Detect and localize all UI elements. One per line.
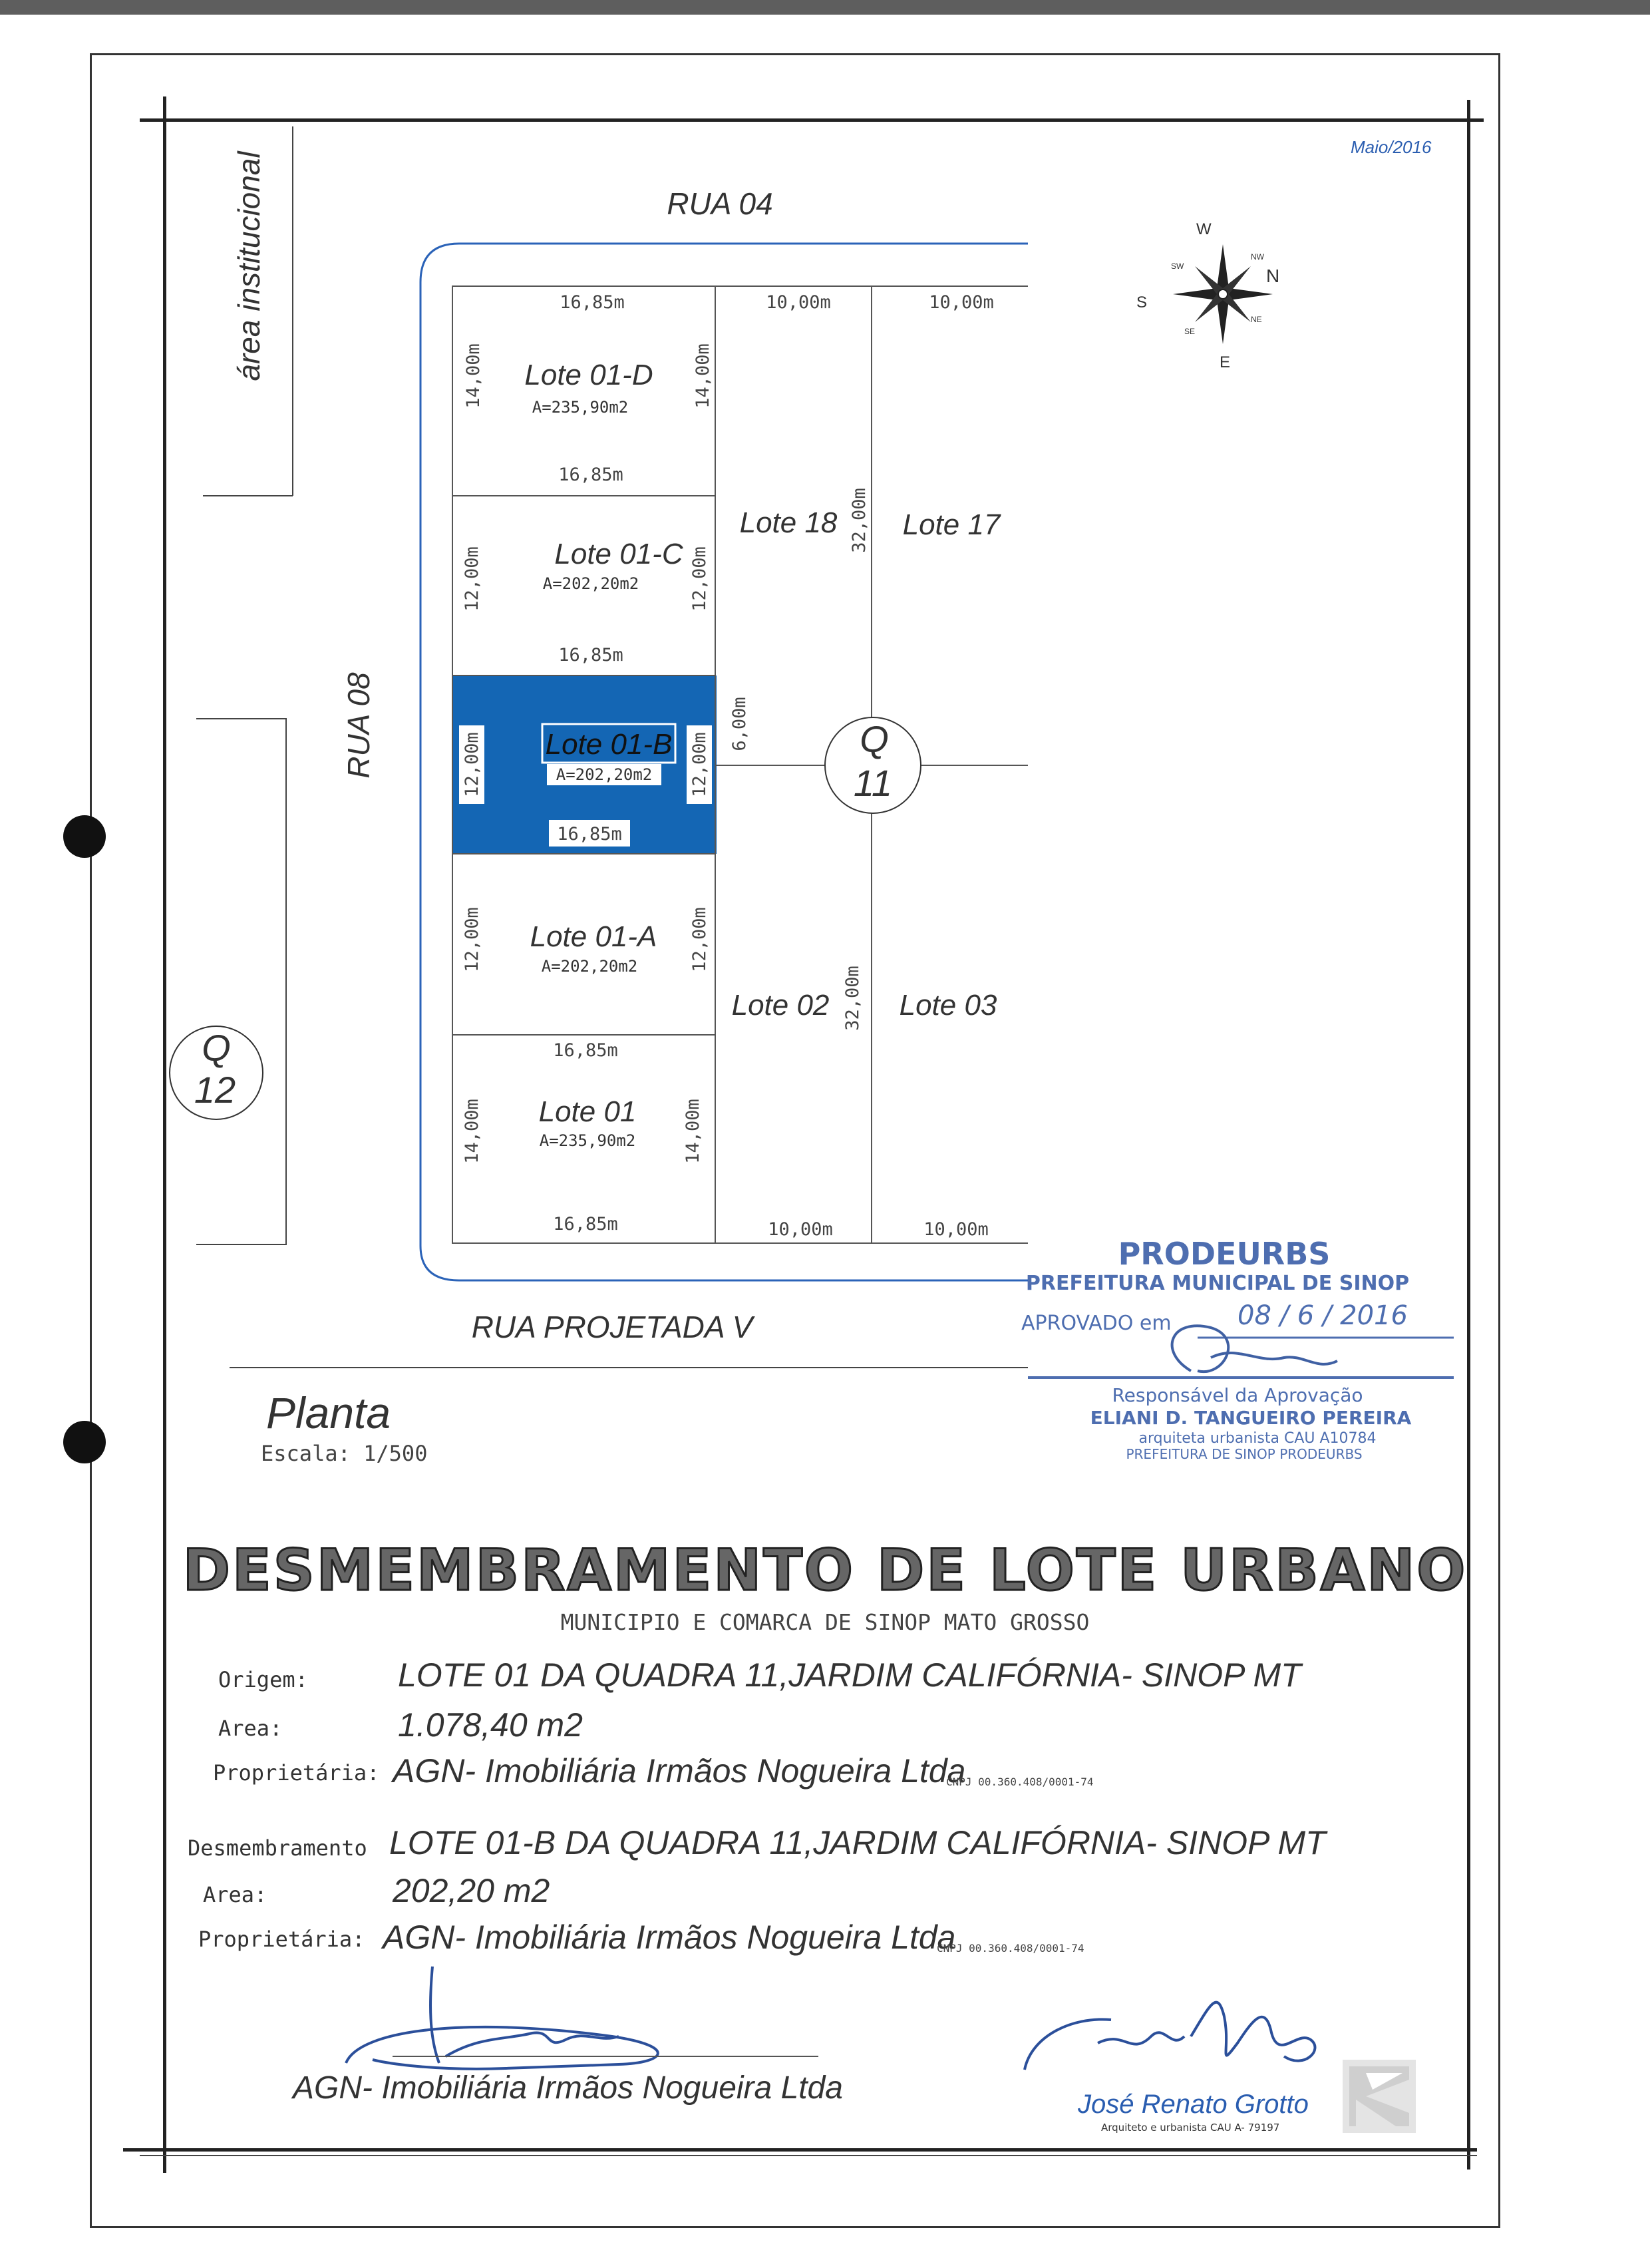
lot-01-d-bottom-measure: 16,85m [558, 465, 623, 485]
lot-01-a-bottom-measure: 16,85m [553, 1040, 618, 1061]
lot-01-a-area: A=202,20m2 [541, 957, 638, 976]
origin-area-value: 1.078,40 m2 [398, 1706, 583, 1744]
lot-02-name: Lote 02 [731, 989, 830, 1022]
stamp-responsavel: Responsável da Aprovação [1112, 1384, 1363, 1406]
lot-01-b-left-measure: 12,00m [462, 732, 482, 797]
owner-signature-name: AGN- Imobiliária Irmãos Nogueira Ltda [293, 2070, 843, 2106]
street-name-rua-08: RUA 08 [341, 672, 376, 779]
origin-owner-value: AGN- Imobiliária Irmãos Nogueira Ltda [393, 1752, 966, 1790]
lot-18-depth-measure: 32,00m [849, 488, 870, 553]
plan-title: Planta [266, 1388, 391, 1437]
lot-01-d-top-measure: 16,85m [560, 292, 625, 313]
lot-01-a-right-measure: 12,00m [689, 907, 710, 972]
stamp-role: arquiteta urbanista CAU A10784 [1138, 1430, 1377, 1447]
document-subtitle: MUNICIPIO E COMARCA DE SINOP MATO GROSSO [560, 1609, 1090, 1635]
lot-18-name: Lote 18 [739, 506, 838, 539]
quadra-12-number: 12 [194, 1069, 236, 1111]
desmembramento-cnpj: CNPJ 00.360.408/0001-74 [937, 1942, 1084, 1955]
lot-01-b-name: Lote 01-B [545, 728, 673, 761]
stamp-date: 08 / 6 / 2016 [1238, 1300, 1408, 1331]
compass-se: SE [1184, 327, 1196, 336]
lot-02-depth-measure: 32,00m [842, 966, 863, 1031]
lot-01-c-left-measure: 12,00m [462, 546, 482, 612]
compass-s: S [1136, 293, 1148, 311]
architect-role: Arquiteto e urbanista CAU A- 79197 [1101, 2122, 1280, 2134]
stamp-org: PRODEURBS [1118, 1236, 1331, 1272]
stamp-signature-icon [1172, 1326, 1337, 1372]
company-logo-icon [1343, 2060, 1416, 2133]
origin-label: Origem: [218, 1667, 308, 1692]
institutional-area-label: área institucional [232, 151, 266, 381]
lot-01-a-left-measure: 12,00m [462, 907, 482, 972]
lot-17-name: Lote 17 [902, 508, 1001, 541]
lot-01-c-right-measure: 12,00m [689, 546, 710, 612]
lot-01-name: Lote 01 [538, 1095, 637, 1128]
lot-01-c-area: A=202,20m2 [542, 574, 639, 593]
lot-18-top-measure: 10,00m [766, 292, 831, 313]
desmembramento-area-value: 202,20 m2 [393, 1872, 550, 1909]
lot-01-a-name: Lote 01-A [530, 920, 657, 953]
lot-01-right-measure: 14,00m [683, 1099, 703, 1164]
stamp-prefeitura: PREFEITURA MUNICIPAL DE SINOP [1025, 1272, 1410, 1295]
desmembramento-value: LOTE 01-B DA QUADRA 11,JARDIM CALIFÓRNIA- SINOP MT [389, 1824, 1326, 1861]
plan-scale: Escala: 1/500 [261, 1441, 428, 1466]
quadra-11-number: 11 [853, 762, 893, 804]
architect-signature-icon [1018, 1990, 1364, 2096]
gap-measure: 6,00m [729, 697, 750, 751]
lot-17-top-measure: 10,00m [929, 292, 994, 313]
desmembramento-area-label: Area: [203, 1882, 267, 1907]
architect-name: José Renato Grotto [1078, 2090, 1309, 2119]
lot-03-bottom-measure: 10,00m [923, 1219, 989, 1240]
lot-01-c-name: Lote 01-C [554, 538, 683, 570]
lot-02-bottom-measure: 10,00m [768, 1219, 833, 1240]
lot-01-c-bottom-measure: 16,85m [558, 645, 623, 665]
origin-owner-label: Proprietária: [213, 1760, 380, 1786]
street-name-rua-04: RUA 04 [667, 186, 773, 221]
desmembramento-label: Desmembramento [188, 1835, 367, 1861]
compass-sw: SW [1171, 262, 1184, 271]
compass-w: W [1196, 220, 1212, 238]
stamp-name: ELIANI D. TANGUEIRO PEREIRA [1090, 1407, 1412, 1429]
date-label: Maio/2016 [1351, 137, 1432, 157]
compass-nw: NW [1251, 252, 1264, 262]
compass-n: N [1266, 266, 1280, 286]
frame-bottom-line [123, 2148, 1477, 2152]
origin-value: LOTE 01 DA QUADRA 11,JARDIM CALIFÓRNIA- SINOP MT [398, 1656, 1301, 1694]
lot-01-d-name: Lote 01-D [524, 359, 653, 391]
quadra-11-letter: Q [860, 718, 889, 760]
stamp-aprovado: APROVADO em [1021, 1312, 1172, 1335]
stamp-org2: PREFEITURA DE SINOP PRODEURBS [1126, 1446, 1363, 1462]
quadra-12-letter: Q [202, 1027, 231, 1069]
lot-03-name: Lote 03 [899, 989, 997, 1022]
desmembramento-owner-value: AGN- Imobiliária Irmãos Nogueira Ltda [383, 1919, 956, 1956]
lot-01-left-measure: 14,00m [462, 1099, 482, 1164]
document-title: DESMEMBRAMENTO DE LOTE URBANO [182, 1537, 1468, 1604]
desmembramento-owner-label: Proprietária: [198, 1927, 365, 1952]
compass-e: E [1220, 353, 1231, 371]
lot-01-bottom-measure: 16,85m [553, 1214, 618, 1234]
compass-ne: NE [1251, 315, 1262, 324]
lot-01-area: A=235,90m2 [539, 1131, 636, 1150]
lot-01-b-right-measure: 12,00m [689, 732, 710, 797]
punch-hole-lower [63, 1421, 106, 1463]
lot-01-d-right-measure: 14,00m [693, 343, 713, 409]
quadra-12-outline [196, 719, 286, 1244]
lot-01-d-left-measure: 14,00m [463, 343, 484, 409]
lot-01-b-area: A=202,20m2 [556, 765, 653, 784]
lot-01-b-bottom-measure: 16,85m [557, 824, 622, 845]
origin-cnpj: CNPJ 00.360.408/0001-74 [946, 1776, 1094, 1788]
street-name-rua-projetada: RUA PROJETADA V [471, 1310, 753, 1344]
compass-rose-icon [1136, 220, 1279, 371]
origin-area-label: Area: [218, 1716, 283, 1741]
frame-bottom-double-line [140, 2155, 1477, 2156]
lot-01-d-area: A=235,90m2 [532, 398, 629, 417]
